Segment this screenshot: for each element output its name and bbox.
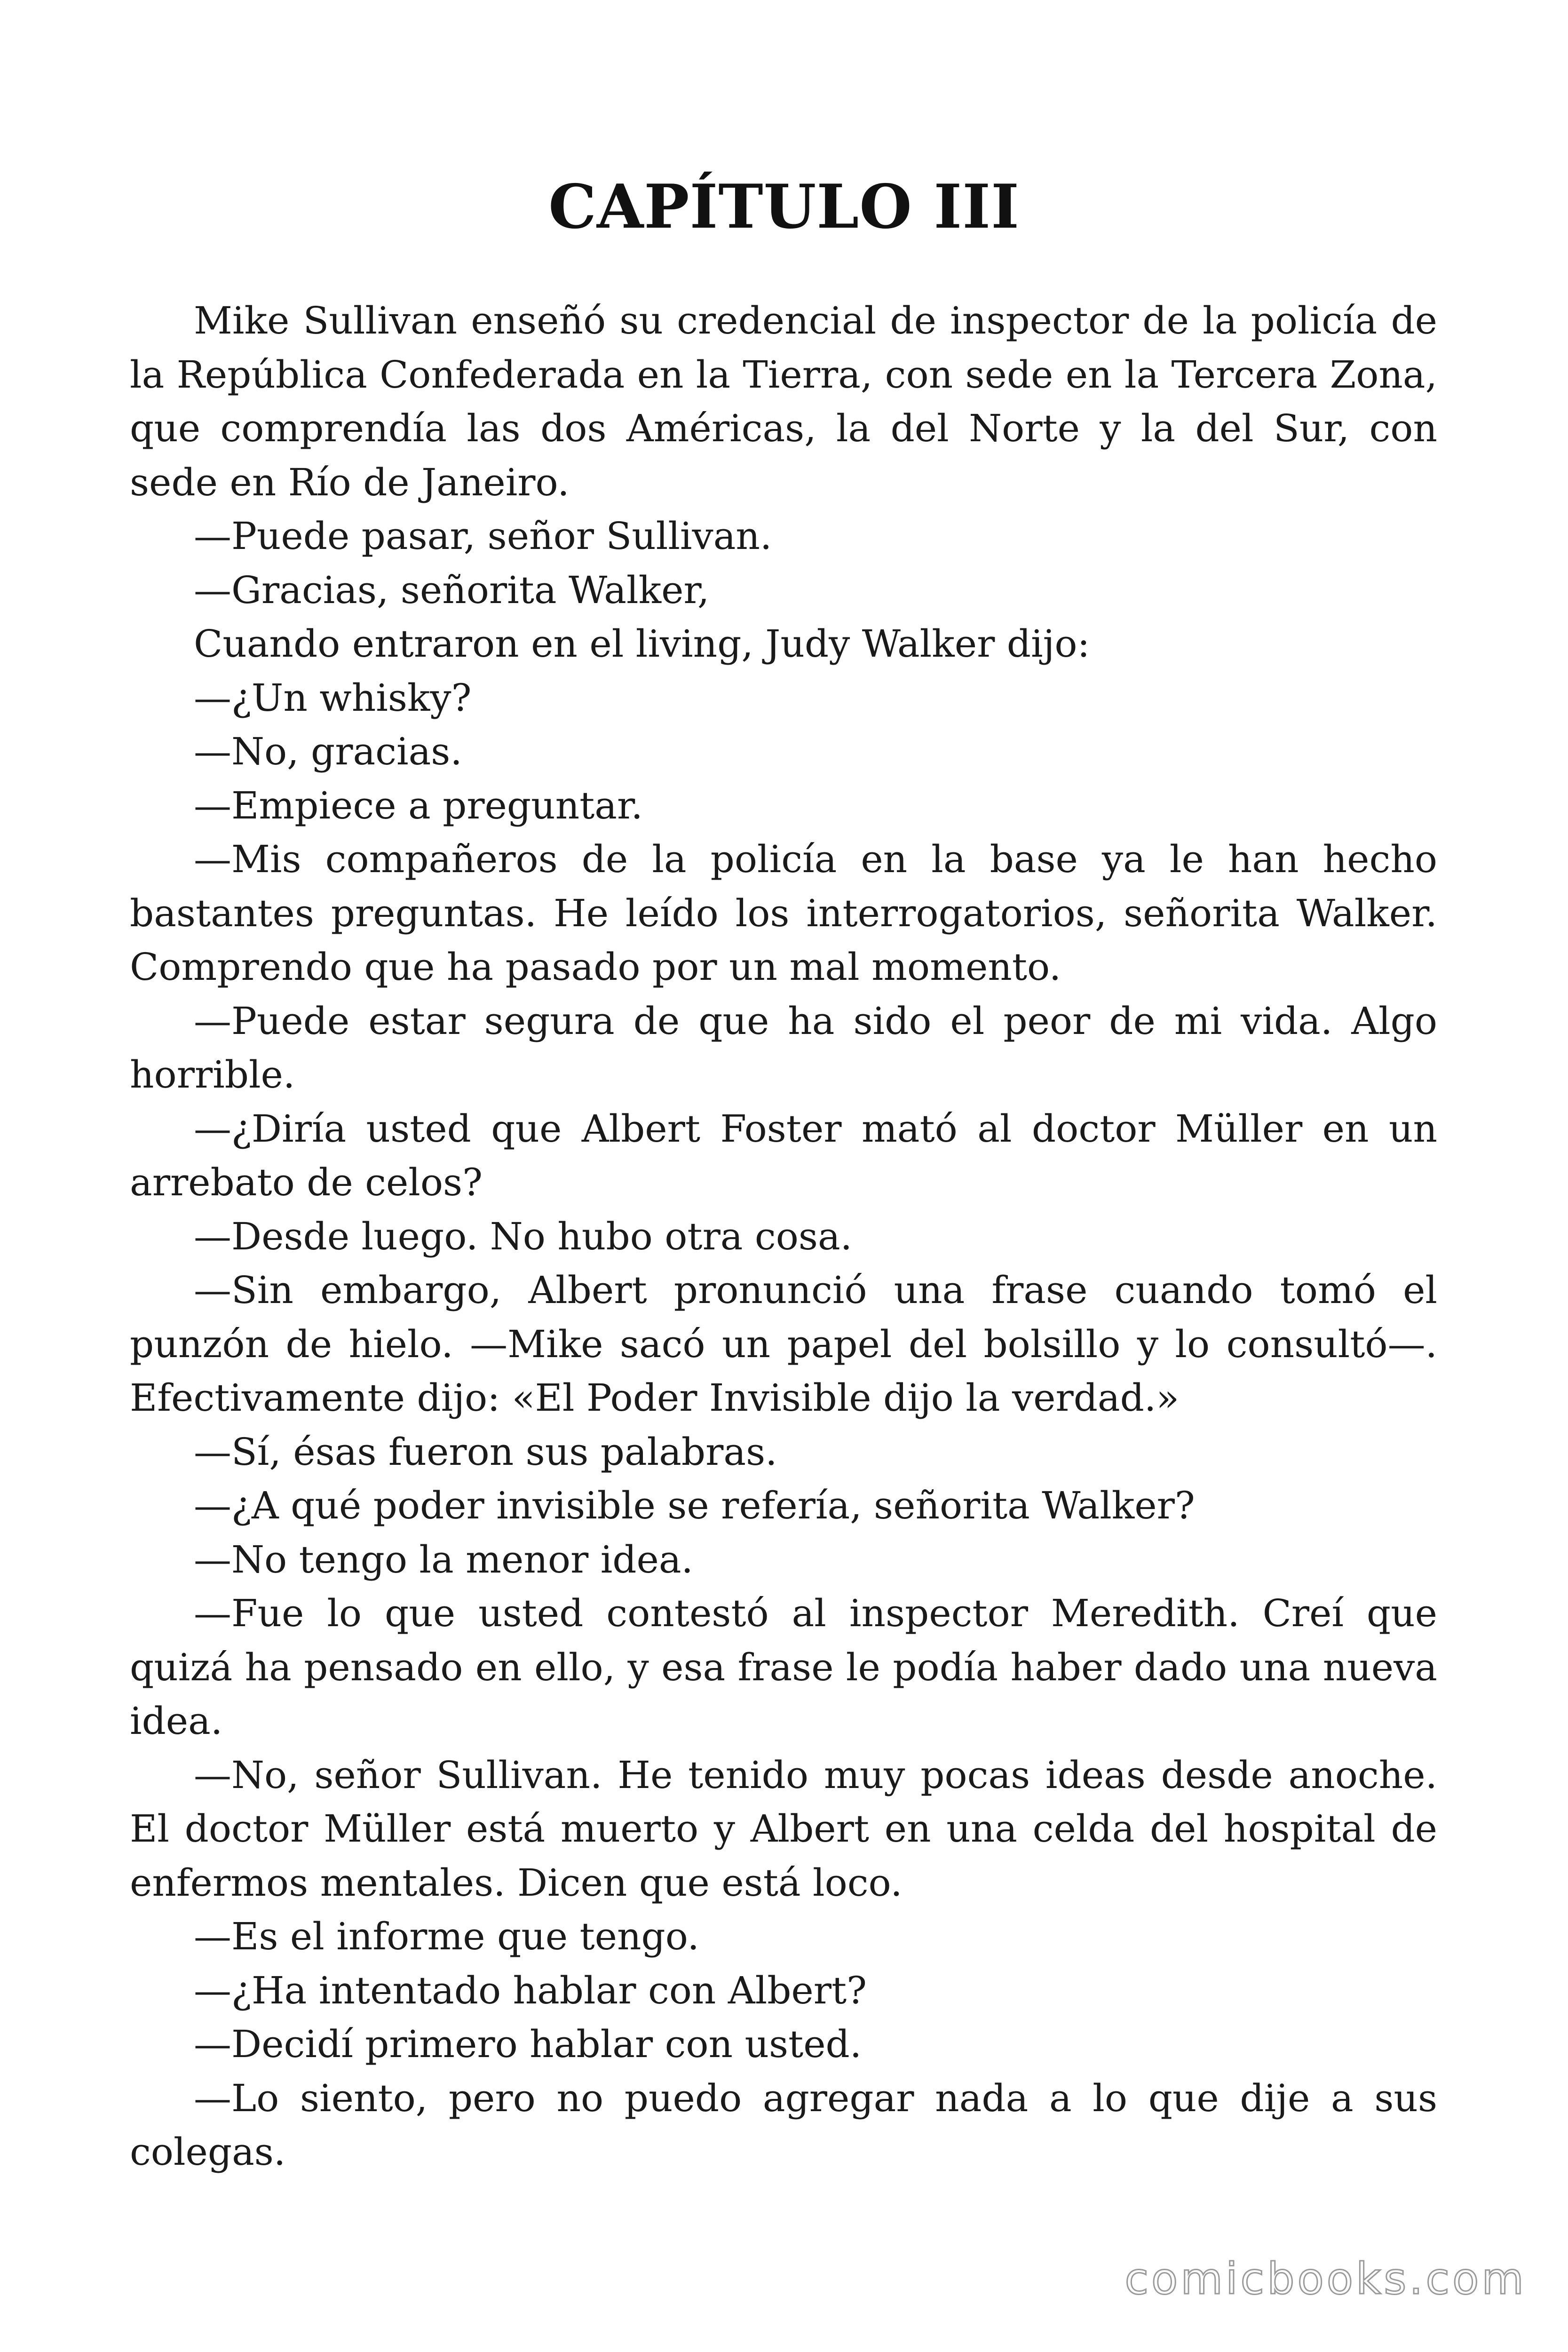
paragraph: —No tengo la menor idea. xyxy=(194,1537,693,1581)
paragraph: —Fue lo que usted contestó al inspector Meredith. Creí que quizá ha pensado en ello, y esa frase le podía haber dado una nueva idea. xyxy=(130,1591,1437,1743)
chapter-body xyxy=(130,294,1437,2179)
chapter-title: CAPÍTULO III xyxy=(548,172,1020,242)
paragraph: —¿Diría usted que Albert Foster mató al doctor Müller en un arrebato de celos? xyxy=(130,1106,1437,1204)
paragraph: —No, señor Sullivan. He tenido muy pocas ideas desde anoche. El doctor Müller está muerto y Albert en una celda del hospital de enfermos mentales. Dicen que está loco. xyxy=(130,1753,1437,1905)
paragraph: —Decidí primero hablar con usted. xyxy=(194,2022,862,2066)
paragraph: —Gracias, señorita Walker, xyxy=(194,568,710,612)
paragraph: —Sí, ésas fueron sus palabras. xyxy=(194,1430,777,1474)
watermark: comicbooks.com xyxy=(1125,2254,1527,2304)
paragraph: —No, gracias. xyxy=(194,730,462,773)
paragraph: —Puede estar segura de que ha sido el peor de mi vida. Algo horrible. xyxy=(130,999,1437,1097)
paragraph: —Lo siento, pero no puedo agregar nada a lo que dije a sus colegas. xyxy=(130,2076,1437,2174)
paragraph: —Desde luego. No hubo otra cosa. xyxy=(194,1214,853,1258)
paragraph: —¿Ha intentado hablar con Albert? xyxy=(194,1968,867,2012)
paragraph: Mike Sullivan enseñó su credencial de inspector de la policía de la República Confederada en la Tierra, con sede en la Tercera Zona, que comprendía las dos Américas, la del Norte y la del Sur, con sede en Río de Janeiro. xyxy=(130,299,1437,504)
paragraph: —¿A qué poder invisible se refería, señorita Walker? xyxy=(194,1484,1195,1527)
paragraph: —Mis compañeros de la policía en la base ya le han hecho bastantes preguntas. He leído los interrogatorios, señorita Walker. Comprendo que ha pasado por un mal momento. xyxy=(130,837,1437,989)
paragraph: —Es el informe que tengo. xyxy=(194,1915,699,1958)
paragraph: —Puede pasar, señor Sullivan. xyxy=(194,514,772,558)
paragraph: Cuando entraron en el living, Judy Walker dijo: xyxy=(194,622,1090,666)
paragraph: —Sin embargo, Albert pronunció una frase cuando tomó el punzón de hielo. —Mike sacó un papel del bolsillo y lo consultó—. Efectivamente dijo: «El Poder Invisible dijo la verdad.» xyxy=(130,1268,1437,1420)
paragraph: —Empiece a preguntar. xyxy=(194,783,643,827)
paragraph: —¿Un whisky? xyxy=(194,675,472,720)
